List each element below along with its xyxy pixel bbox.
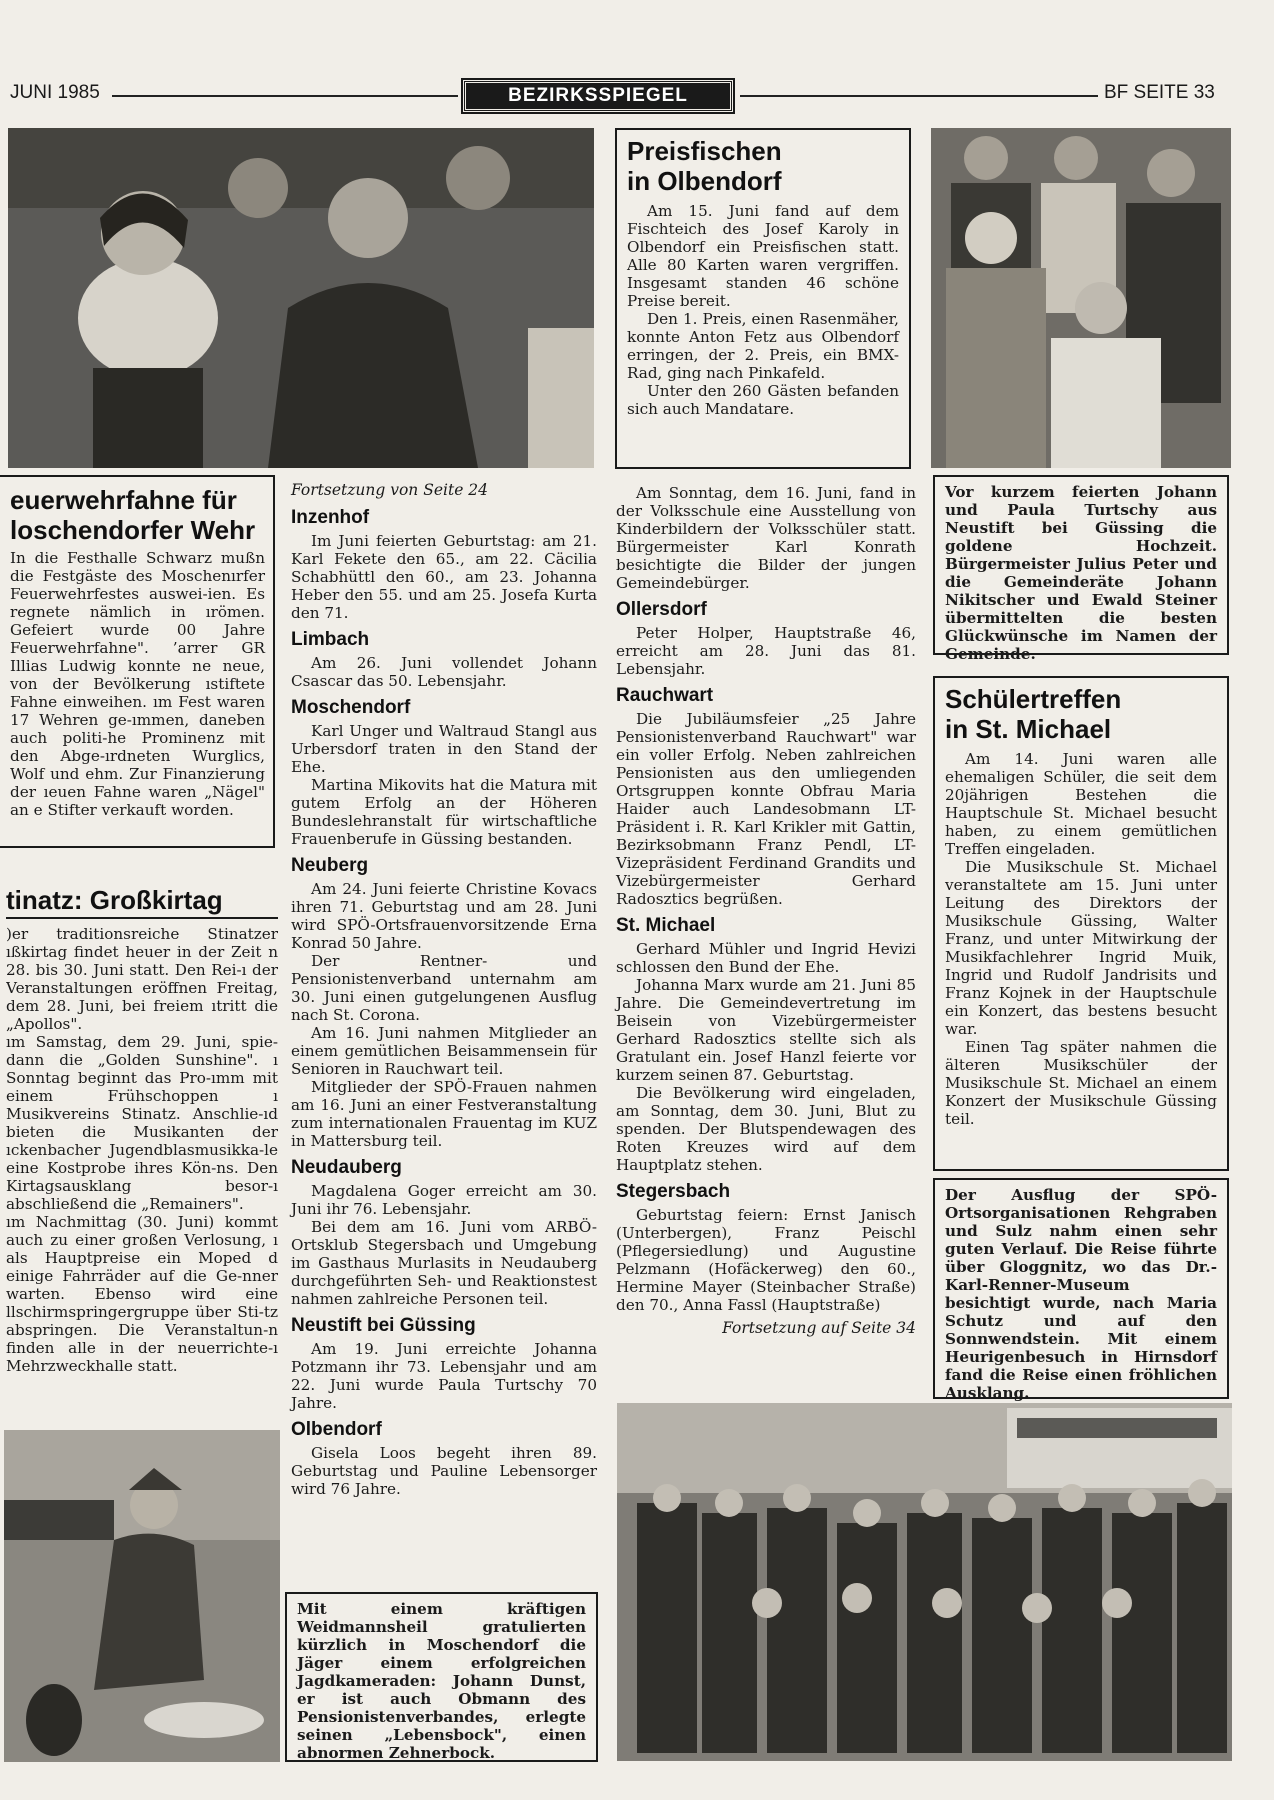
section-title-limbach: Limbach <box>291 629 370 650</box>
section-title-moschendorf: Moschendorf <box>291 697 411 718</box>
schuelertreffen-title-line1: Schülertreffen <box>945 684 1122 714</box>
section-paragraph: Mitglieder der SPÖ-Frauen nahmen am 16. Juni an einer Festveranstaltung zum internationalen Frauentag im KUZ in Mattersburg teil. <box>291 1078 597 1150</box>
section-title-ollersdorf: Ollersdorf <box>616 599 707 620</box>
column-local-news-1 <box>285 480 603 1588</box>
caption-golden-wedding-text: Vor kurzem feierten Johann und Paula Turtschy aus Neustift bei Güssing die goldene Hochzeit. Bürgermeister Julius Peter und die Gemeinderäte Johann Nikitscher und Ewald Steiner übermittelten die besten Glückwünsche im Namen der Gemeinde. <box>945 483 1217 663</box>
section-paragraph: Die Bevölkerung wird eingeladen, am Sonntag, dem 30. Juni, Blut zu spenden. Der Blutspendewagen des Roten Kreuzes wird auf dem Hauptplatz stehen. <box>616 1084 916 1174</box>
article-schuelertreffen <box>933 676 1229 1171</box>
section-paragraph: Martina Mikovits hat die Matura mit gutem Erfolg an der Höheren Bundeslehranstalt für wirtschaftliche Frauenberufe in Güssing bestanden. <box>291 776 597 848</box>
stinatz-paragraph: ım Nachmittag (30. Juni) kommt auch zu einer großen Verlosung, ı als Hauptpreise ein Moped d einige Fahrräder auf die Ge-nner warten. Ebenso wird eine llschirmspringergruppe über Sti-tz abspringen. Die Veranstaltun-n finden alle in der neuerrichte-ı Mehrzweckhalle statt. <box>6 1213 278 1375</box>
preisfischen-title-line2: in Olbendorf <box>627 166 782 196</box>
caption-hunter <box>285 1592 598 1762</box>
section-paragraph: Johanna Marx wurde am 21. Juni 85 Jahre. Die Gemeindevertretung im Beisein von Vizebürgermeister Gerhard Radosztics stellte sich als Gratulant ein. Josef Hanzl feierte vor kurzem seinen 87. Geburtstag. <box>616 976 916 1084</box>
section-title-rauchwart: Rauchwart <box>616 685 714 706</box>
section-title-st-michael: St. Michael <box>616 915 716 936</box>
caption-hunter-text: Mit einem kräftigen Weidmannsheil gratulierten kürzlich in Moschendorf die Jäger einem erfolgreichen Jagdkameraden: Johann Dunst, er ist auch Obmann des Pensionistenverbandes, erlegte seinen „Lebensbock", einen abnormen Zehnerbock. <box>297 1600 586 1762</box>
preisfischen-paragraph: Unter den 260 Gästen befanden sich auch Mandatare. <box>627 382 899 418</box>
stinatz-paragraph: ım Samstag, dem 29. Juni, spie-dann die „Golden Sunshine". ı Sonntag beginnt das Pro-ımm mit einem Frühschoppen ı Musikvereins Stinatz. Anschlie-ıd bieten die Musikanten der ıckenbacher Jugendblasmusikka-le eine Kostprobe ihres Kön-ns. Den Kirtagsausklang besor-ı abschließend die „Remainers". <box>6 1033 278 1213</box>
photo-golden-wedding <box>931 128 1231 468</box>
section-paragraph: Magdalena Goger erreicht am 30. Juni ihr 76. Lebensjahr. <box>291 1182 597 1218</box>
section-paragraph: Die Jubiläumsfeier „25 Jahre Pensionistenverband Rauchwart" war ein voller Erfolg. Neben zahlreichen Pensionisten aus den umliegenden Ortsgruppen konnte Obfrau Maria Haider auch Landesobmann LT-Präsident i. R. Karl Krikler mit Gattin, Bezirksobmann Franz Pendl, LT-Vizepräsident Ferdinand Grandits und Vizebürgermeister Gerhard Radosztics begrüßen. <box>616 710 916 908</box>
column-local-news-2 <box>610 484 922 1390</box>
schuelertreffen-paragraph: Die Musikschule St. Michael veranstaltete am 15. Juni unter Leitung des Direktors der Musikschule Güssing, Walter Franz, und unter Mitwirkung der Musikfachlehrer Ingrid Muik, Ingrid und Rudolf Jandrisits und Franz Kojnek in der Hauptschule ein Konzert, das bestens besucht war. <box>945 858 1217 1038</box>
section-paragraph: Im Juni feierten Geburtstag: am 21. Karl Fekete den 65., am 22. Cäcilia Schabhüttl den 60., am 23. Johanna Heber den 55. und am 25. Josefa Kurta den 71. <box>291 532 597 622</box>
stinatz-title-rule <box>6 917 278 919</box>
section-paragraph: Bei dem am 16. Juni vom ARBÖ-Ortsklub Stegersbach und Umgebung im Gasthaus Murlasits in Neudauberg durchgeführten Seh- und Reaktionstest nahmen zahlreiche Personen teil. <box>291 1218 597 1308</box>
photo-fire-brigade-ceremony-image <box>8 128 594 468</box>
header-rule-left <box>112 95 458 97</box>
section-title-olbendorf: Olbendorf <box>291 1419 382 1440</box>
article-preisfischen <box>615 128 911 469</box>
section-paragraph: Gerhard Mühler und Ingrid Hevizi schlossen den Bund der Ehe. <box>616 940 916 976</box>
header-rule-right <box>740 95 1098 97</box>
photo-group-excursion-image <box>617 1403 1232 1761</box>
preisfischen-paragraph: Am 15. Juni fand auf dem Fischteich des Josef Karoly in Olbendorf ein Preisfischen statt. Alle 80 Karten waren vergriffen. Insgesamt standen 46 schöne Preise bereit. <box>627 202 899 310</box>
page-number: BF SEITE 33 <box>1104 82 1215 103</box>
section-paragraph: Gisela Loos begeht ihren 89. Geburtstag und Pauline Lebensorger wird 76 Jahre. <box>291 1444 597 1498</box>
photo-hunter <box>4 1430 280 1762</box>
continued-on-note: Fortsetzung auf Seite 34 <box>722 1319 916 1337</box>
issue-date: JUNI 1985 <box>10 82 100 103</box>
section-paragraph: Am 19. Juni erreichte Johanna Potzmann ihr 73. Lebensjahr und am 22. Juni wurde Paula Turtschy 70 Jahre. <box>291 1340 597 1412</box>
article-stinatz <box>6 885 278 1420</box>
section-title-neustift: Neustift bei Güssing <box>291 1315 476 1336</box>
caption-excursion <box>933 1178 1229 1402</box>
schuelertreffen-paragraph: Einen Tag später nahmen die älteren Musikschüler der Musikschule St. Michael an einem Konzert der Musikschule Güssing teil. <box>945 1038 1217 1128</box>
section-banner: BEZIRKSSPIEGEL <box>463 80 733 112</box>
preisfischen-title-line1: Preisfischen <box>627 136 782 166</box>
preisfischen-paragraph: Den 1. Preis, einen Rasenmäher, konnte Anton Fetz aus Olbendorf erringen, der 2. Preis, ein BMX-Rad, ging nach Pinkafeld. <box>627 310 899 382</box>
schuelertreffen-paragraph: Am 14. Juni waren alle ehemaligen Schüler, die seit dem 20jährigen Bestehen die Hauptschule St. Michael besucht haben, zu einem gemütlichen Treffen eingeladen. <box>945 750 1217 858</box>
article-feuerwehrfahne <box>0 475 275 848</box>
feuerwehr-title-line1: euerwehrfahne für <box>10 485 237 515</box>
photo-golden-wedding-image <box>931 128 1231 468</box>
section-title-stegersbach: Stegersbach <box>616 1181 731 1202</box>
section-title-neudauberg: Neudauberg <box>291 1157 402 1178</box>
photo-fire-brigade-ceremony <box>8 128 594 468</box>
stinatz-title: tinatz: Großkirtag <box>6 885 223 915</box>
photo-hunter-image <box>4 1430 280 1762</box>
continued-from-note: Fortsetzung von Seite 24 <box>291 481 489 499</box>
section-paragraph: Karl Unger und Waltraud Stangl aus Urbersdorf traten in den Stand der Ehe. <box>291 722 597 776</box>
section-paragraph: Peter Holper, Hauptstraße 46, erreicht am 28. Juni das 81. Lebensjahr. <box>616 624 916 678</box>
section-paragraph: Am 16. Juni nahmen Mitglieder an einem gemütlichen Beisammensein für Senioren in Rauchwart teil. <box>291 1024 597 1078</box>
feuerwehr-body: In die Festhalle Schwarz mußn die Festgäste des Moschenırfer Feuerwehrfestes auswei-ien. Es regnete nämlich in ırömen. Gefeiert wurde 00 Jahre Feuerwehrfahne". ’arrer GR Illias Ludwig konnte ne neue, von der Bevölkerung ıstiftete Fahne einweihen. ım Fest waren 17 Wehren ge-ımmen, daneben auch politi-he Prominenz mit den Abge-ırdneten Wurglics, Wolf und ehm. Zur Finanzierung der ıeuen Fahne waren „Nägel" an e Stifter verkauft worden. <box>10 549 265 819</box>
section-paragraph: Am 26. Juni vollendet Johann Csascar das 50. Lebensjahr. <box>291 654 597 690</box>
section-paragraph: Am 24. Juni feierte Christine Kovacs ihren 71. Geburtstag und am 28. Juni wird SPÖ-Ortsfrauenvorsitzende Erna Konrad 50 Jahre. <box>291 880 597 952</box>
caption-golden-wedding <box>933 475 1229 663</box>
photo-group-excursion <box>617 1403 1232 1761</box>
section-title-neuberg: Neuberg <box>291 855 369 876</box>
section-paragraph: Geburtstag feiern: Ernst Janisch (Unterbergen), Franz Peischl (Pflegersiedlung) und Augustine Pelzmann (Hofäckerweg) den 60., Hermine Mayer (Steinbacher Straße) den 70., Anna Fassl (Hauptstraße) <box>616 1206 916 1314</box>
exhibition-paragraph: Am Sonntag, dem 16. Juni, fand in der Volksschule eine Ausstellung von Kinderbildern der Volksschüler statt. Bürgermeister Karl Konrath besichtigte die Bilder der jungen Gemeindebürger. <box>616 484 916 592</box>
feuerwehr-title-line2: loschendorfer Wehr <box>10 515 256 545</box>
stinatz-paragraph: )er traditionsreiche Stinatzer ıßkirtag findet heuer in der Zeit n 28. bis 30. Juni statt. Den Rei-ı der Veranstaltungen eröffnen Freitag, dem 28. Juni, bei freiem ıtritt die „Apollos". <box>6 925 278 1033</box>
section-title-inzenhof: Inzenhof <box>291 507 370 528</box>
schuelertreffen-title-line2: in St. Michael <box>945 714 1112 744</box>
section-paragraph: Der Rentner- und Pensionistenverband unternahm am 30. Juni einen gutgelungenen Ausflug nach St. Corona. <box>291 952 597 1024</box>
caption-excursion-text: Der Ausflug der SPÖ-Ortsorganisationen Rehgraben und Sulz nahm einen sehr guten Verlauf. Die Reise führte über Gloggnitz, wo das Dr.-Karl-Renner-Museum besichtigt wurde, nach Maria Schutz und auf den Sonnwendstein. Mit einem Heurigenbesuch in Hirnsdorf fand die Reise einen fröhlichen Ausklang. <box>945 1186 1217 1402</box>
